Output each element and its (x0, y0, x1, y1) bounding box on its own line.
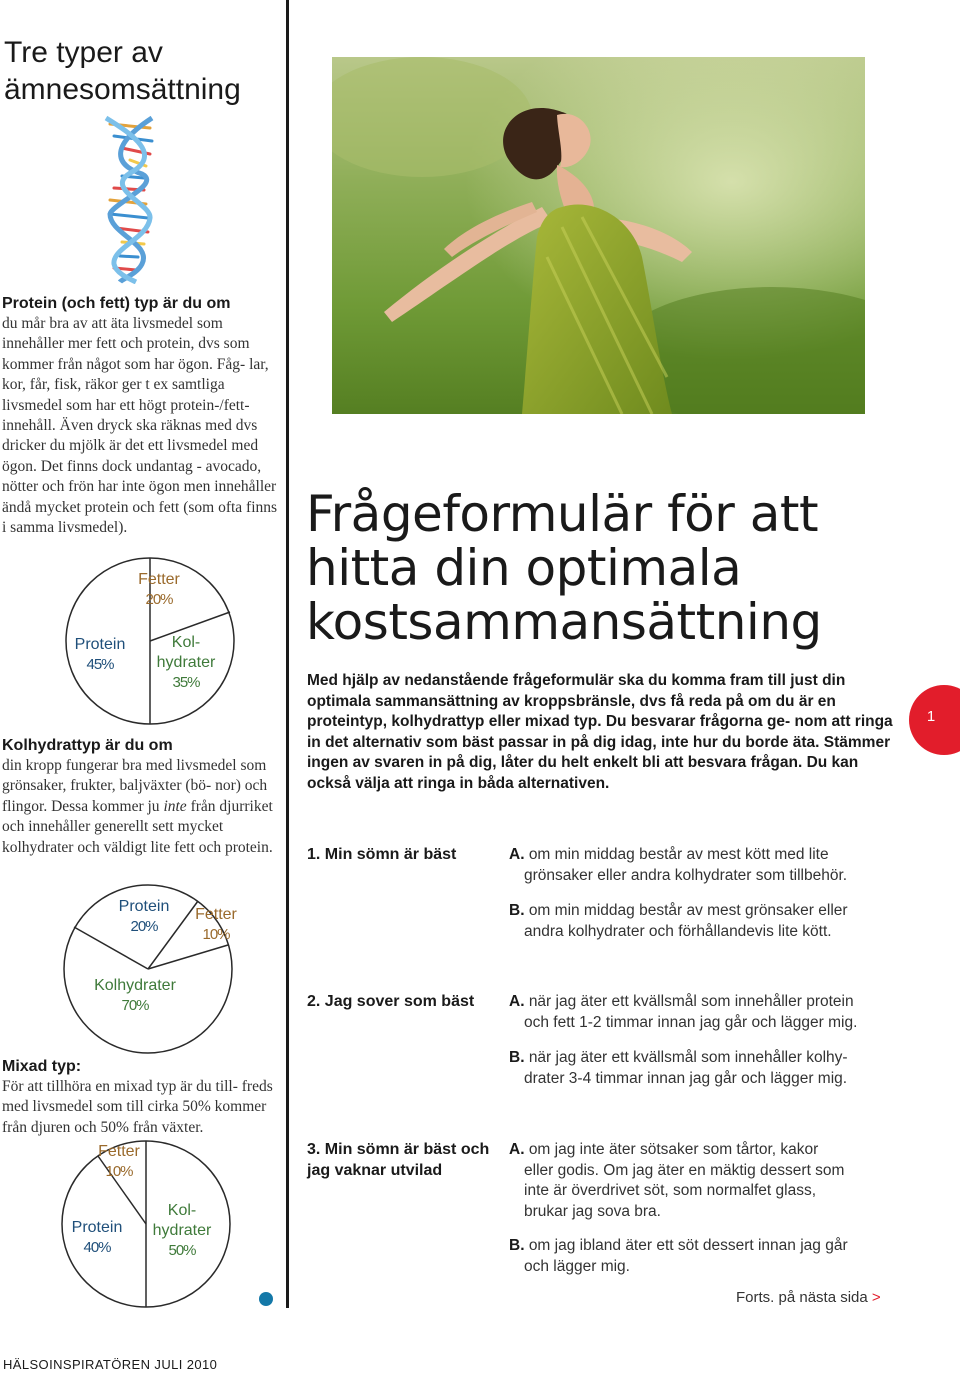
pie-label-kolhydrater: Kol- hydrater 50% (152, 1202, 212, 1259)
mixad-type-heading: Mixad typ: (2, 1058, 82, 1075)
kolhydrat-type-section (2, 736, 284, 858)
pie-label-fetter: Fetter 10% (98, 1143, 140, 1180)
question-2-option-b[interactable]: B. när jag äter ett kvällsmål som innehåller kolhy- drater 3-4 timmar innan jag går och lägger mig. (509, 1049, 848, 1087)
pie-label-fetter: Fetter 10% (195, 906, 237, 943)
protein-type-section (2, 294, 284, 538)
question-1-label: 1. Min sömn är bäst (307, 846, 457, 863)
pie-label-kolhydrater: Kol- hydrater 35% (156, 634, 216, 691)
mixad-type-section (2, 1057, 284, 1138)
arrow-right-icon: > (871, 1289, 881, 1306)
question-3-option-b[interactable]: B. om jag ibland äter ett söt dessert innan jag går och lägger mig. (509, 1237, 848, 1275)
kolhydrat-type-body: din kropp fungerar bra med livsmedel som grönsaker, frukter, baljväxter (bö- nor) och flingor. Dessa kommer ju inte från djurriket och innehåller generellt sett mycket kolhydrater och väldigt lite fett och protein. (2, 757, 273, 856)
question-1-option-a[interactable]: A. om min middag består av mest kött med lite grönsaker eller andra kolhydrater som tillbehör. (509, 846, 848, 884)
page-title: Tre typer av ämnesomsättning (4, 36, 241, 106)
question-2-label: 2. Jag sover som bäst (307, 993, 475, 1010)
question-3-label: 3. Min sömn är bäst och jag vaknar utvilad (307, 1141, 490, 1179)
question-2-option-a[interactable]: A. när jag äter ett kvällsmål som innehåller protein och fett 1-2 timmar innan jag går och lägger mig. (509, 993, 858, 1031)
footer-publication: HÄLSOINSPIRATÖREN JULI 2010 (3, 1357, 218, 1372)
pie-label-fetter: Fetter 20% (138, 571, 180, 608)
pie-label-protein: Protein 45% (74, 636, 126, 673)
protein-type-body: du mår bra av att äta livsmedel som innehåller mer fett och protein, dvs som kommer från något som har ögon. Fåg- lar, kor, får, fisk, räkor ger t ex samtliga livsmedel som har ett högt protein-/fett- innehåll. Även dryck ska räknas med dvs dricker du mjölk är det ett livsmedel med ögon. Det finns dock undantag - avocado, nötter och frön har inte ögon men innehåller ändå mycket protein och fett (som ofta finns i samma livsmedel). (2, 315, 278, 537)
column-divider (286, 0, 289, 1308)
page-number: 1 (926, 708, 936, 725)
mixad-type-body: För att tillhöra en mixad typ är du till- freds med livsmedel som till cirka 50% kommer från djuren och 50% från växter. (2, 1078, 273, 1136)
pie-label-protein: Protein 40% (71, 1219, 123, 1256)
question-1-option-b[interactable]: B. om min middag består av mest grönsaker eller andra kolhydrater och förhållandevis lite kött. (509, 902, 848, 940)
woman-meadow-photo (332, 57, 865, 414)
questionnaire-intro: Med hjälp av nedanstående frågeformulär ska du komma fram till just din optimala sammansättning av kroppsbränsle, dvs få reda på om du är en proteintyp, kolhydrattyp eller mixad typ. Du besvarar frågorna ge- nom att ringa in det alternativ som bäst passar in på dig idag, inte hur du borde äta. Stämmer ingen av svaren in på dig, låter du helt enkelt bli att besvara frågan. Du kan också välja att ringa in båda alternativen. (307, 672, 893, 792)
pie-label-kolhydrater: Kolhydrater 70% (94, 977, 176, 1014)
kolhydrat-type-heading: Kolhydrattyp är du om (2, 737, 173, 754)
continued-next-page: Forts. på nästa sida > (736, 1289, 881, 1306)
pie-label-protein: Protein 20% (118, 898, 170, 935)
protein-type-heading: Protein (och fett) typ är du om (2, 295, 231, 312)
decorative-dot (259, 1292, 273, 1306)
question-3-option-a[interactable]: A. om jag inte äter sötsaker som tårtor, kakor eller godis. Om jag äter en mäktig dessert som inte är överdrivet söt, som normalfet glass, brukar jag sova bra. (509, 1141, 845, 1220)
questionnaire-heading: Frågeformulär för att hitta din optimala kostsammansättning (306, 485, 822, 651)
dna-helix-icon (92, 114, 172, 284)
